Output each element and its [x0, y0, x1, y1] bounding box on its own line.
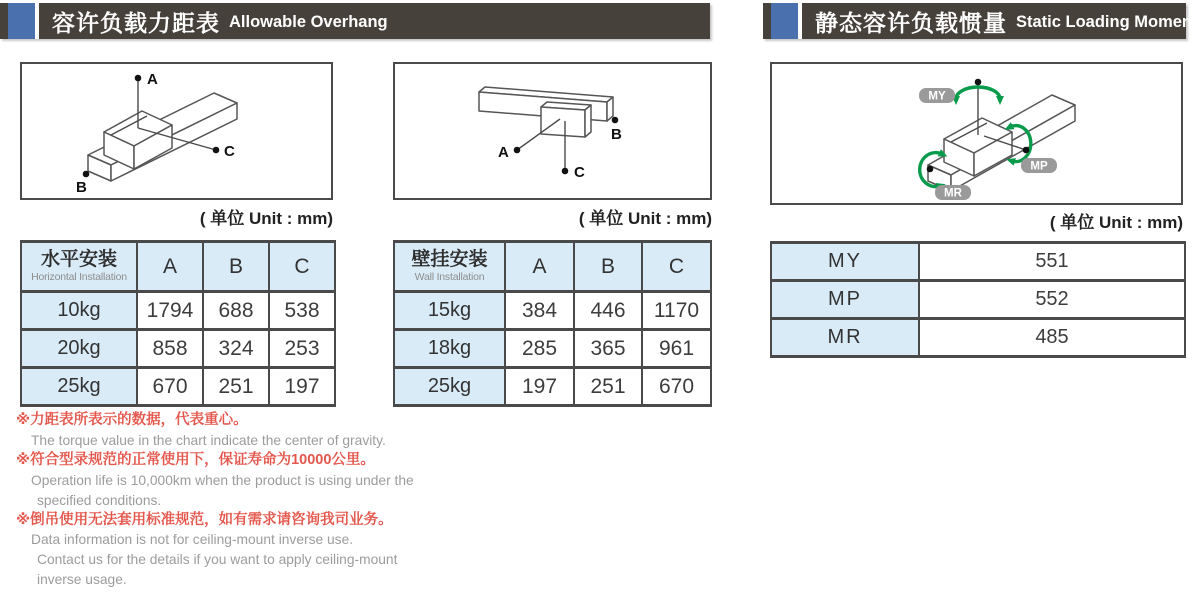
value-c: 538 — [269, 292, 335, 330]
col-header-installation-zh: 壁挂安装 — [411, 249, 488, 271]
section-title-en: Allowable Overhang — [229, 13, 388, 31]
value-b: 688 — [203, 292, 269, 330]
section-header-static-loading-moment — [763, 3, 1198, 39]
col-header-installation-en: Wall Installation — [414, 270, 485, 283]
table-row — [21, 292, 335, 330]
mr-badge-label: MR — [944, 187, 962, 200]
load-cell: 25kg — [394, 368, 505, 406]
table-header-row — [21, 242, 335, 292]
header-accent-square — [771, 3, 798, 39]
table-row — [771, 319, 1185, 357]
table-row — [771, 281, 1185, 319]
value-a: 670 — [137, 368, 203, 406]
note-en: Data information is not for ceiling-mount inverse use. — [31, 532, 354, 548]
value-a: 858 — [137, 330, 203, 368]
table-row — [21, 330, 335, 368]
value-b: 324 — [203, 330, 269, 368]
value-c: 961 — [642, 330, 711, 368]
table-header-row — [394, 242, 711, 292]
my-badge-label: MY — [928, 90, 946, 103]
col-header-b: B — [203, 242, 269, 292]
unit-label: ( 单位 Unit : mm) — [199, 209, 333, 228]
note-en: inverse usage. — [37, 572, 127, 588]
header-accent-gap — [35, 3, 39, 39]
table-wall-installation — [393, 240, 712, 407]
value-b: 251 — [574, 368, 642, 406]
table-horizontal-installation — [20, 240, 336, 407]
table-row — [771, 243, 1185, 281]
note-en: Contact us for the details if you want to apply ceiling-mount — [37, 552, 398, 568]
value-c: 670 — [642, 368, 711, 406]
load-cell: 20kg — [21, 330, 137, 368]
moment-label: MP — [771, 281, 919, 319]
section-title-zh: 静态容许负载惯量 — [815, 9, 1007, 36]
note-en: The torque value in the chart indicate the center of gravity. — [31, 432, 386, 448]
table-row — [394, 292, 711, 330]
col-header-a: A — [137, 242, 203, 292]
section-header-allowable-overhang — [0, 3, 710, 39]
point-b-label: B — [611, 126, 622, 143]
point-b-label: B — [76, 179, 87, 196]
horizontal-overhang-drawing — [22, 64, 331, 198]
table-row — [394, 330, 711, 368]
value-a: 1794 — [137, 292, 203, 330]
table-row — [394, 368, 711, 406]
moment-label: MR — [771, 319, 919, 357]
unit-label: ( 单位 Unit : mm) — [578, 209, 712, 228]
col-header-installation-zh: 水平安装 — [40, 249, 117, 271]
load-cell: 10kg — [21, 292, 137, 330]
point-a-label: A — [498, 144, 509, 161]
col-header-c: C — [269, 242, 335, 292]
header-accent-gap — [798, 3, 802, 39]
section-title-en: Static Loading Moment — [1016, 13, 1198, 31]
col-header-a: A — [505, 242, 574, 292]
point-a-label: A — [147, 71, 158, 88]
unit-label: ( 单位 Unit : mm) — [1049, 213, 1183, 232]
moment-value: 485 — [919, 319, 1185, 357]
diagram-static-moment — [770, 62, 1183, 205]
value-c: 197 — [269, 368, 335, 406]
moment-value: 551 — [919, 243, 1185, 281]
section-title-zh: 容许负载力距表 — [52, 9, 220, 36]
value-b: 251 — [203, 368, 269, 406]
value-a: 285 — [505, 330, 574, 368]
value-a: 384 — [505, 292, 574, 330]
diagram-wall-overhang — [393, 62, 712, 200]
note-en: Operation life is 10,000km when the product is using under the — [31, 472, 414, 488]
value-a: 197 — [505, 368, 574, 406]
note-zh: ※力距表所表示的数据，代表重心。 — [16, 412, 248, 428]
moment-label: MY — [771, 243, 919, 281]
load-cell: 18kg — [394, 330, 505, 368]
value-c: 1170 — [642, 292, 711, 330]
value-b: 365 — [574, 330, 642, 368]
value-b: 446 — [574, 292, 642, 330]
note-en: specified conditions. — [37, 492, 162, 508]
col-header-c: C — [642, 242, 711, 292]
col-header-installation-en: Horizontal Installation — [31, 270, 127, 283]
footnotes — [16, 411, 486, 590]
static-moment-drawing — [772, 64, 1181, 203]
point-c-label: C — [574, 164, 585, 181]
table-static-moment — [770, 241, 1186, 358]
table-row — [21, 368, 335, 406]
diagram-horizontal-overhang — [20, 62, 333, 200]
header-accent-square — [8, 3, 35, 39]
note-zh: ※倒吊使用无法套用标准规范，如有需求请咨询我司业务。 — [16, 511, 393, 528]
point-c-label: C — [224, 143, 235, 160]
value-c: 253 — [269, 330, 335, 368]
col-header-b: B — [574, 242, 642, 292]
mp-badge-label: MP — [1030, 160, 1048, 173]
moment-value: 552 — [919, 281, 1185, 319]
load-cell: 25kg — [21, 368, 137, 406]
note-zh: ※符合型录规范的正常使用下，保证寿命为10000公里。 — [16, 451, 375, 468]
wall-overhang-drawing — [395, 64, 710, 198]
load-cell: 15kg — [394, 292, 505, 330]
